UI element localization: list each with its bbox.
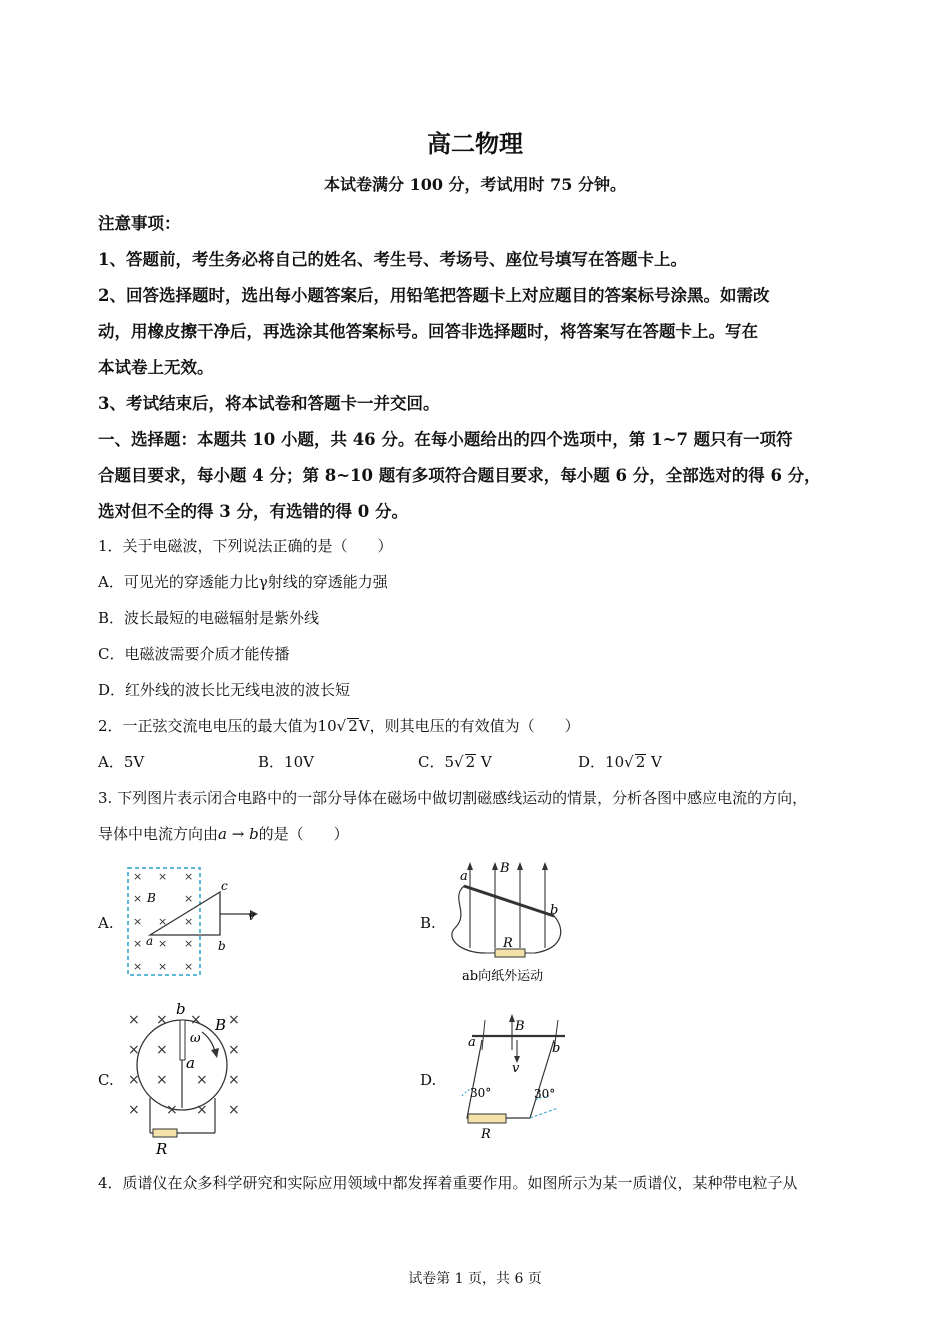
q3-stem-line1: 3. 下列图片表示闭合电路中的一部分导体在磁场中做切割磁感线运动的情景，分析各图中感应电流的方向， — [98, 789, 808, 807]
svg-text:ab向纸外运动: ab向纸外运动 — [462, 969, 544, 984]
exam-info: 本试卷满分 100 分，考试用时 75 分钟。 — [324, 175, 626, 194]
q3-option-d-label: D. — [420, 1071, 437, 1089]
q1-option-a: A．可见光的穿透能力比γ射线的穿透能力强 — [98, 573, 388, 591]
svg-text:×: × — [133, 937, 143, 950]
svg-text:×: × — [133, 915, 143, 928]
q1-option-b: B．波长最短的电磁辐射是紫外线 — [98, 609, 320, 627]
svg-text:×: × — [166, 1102, 178, 1118]
q1-option-d: D．红外线的波长比无线电波的波长短 — [98, 681, 351, 699]
svg-text:×: × — [156, 1042, 168, 1058]
svg-text:×: × — [184, 937, 194, 950]
svg-text:×: × — [228, 1072, 240, 1088]
page-footer: 试卷第 1 页，共 6 页 — [408, 1271, 542, 1287]
svg-text:×: × — [156, 1012, 168, 1028]
svg-text:×: × — [228, 1042, 240, 1058]
svg-text:v: v — [512, 1061, 520, 1076]
svg-text:×: × — [228, 1012, 240, 1028]
note-2-line1: 2、回答选择题时，选出每小题答案后，用铅笔把答题卡上对应题目的答案标号涂黑。如需改 — [98, 286, 770, 305]
svg-text:30°: 30° — [470, 1086, 492, 1100]
svg-text:×: × — [184, 915, 194, 928]
svg-text:B: B — [215, 1016, 227, 1034]
q2-stem: 2．一正弦交流电电压的最大值为10√ 2V，则其电压的有效值为（ ） — [98, 717, 580, 735]
q3-figure-c — [120, 1000, 260, 1160]
svg-text:R: R — [503, 936, 513, 951]
svg-text:×: × — [128, 1012, 140, 1028]
svg-text:30°: 30° — [534, 1087, 556, 1101]
svg-text:B: B — [500, 861, 510, 876]
svg-text:×: × — [156, 1072, 168, 1088]
note-2-line3: 本试卷上无效。 — [98, 358, 214, 377]
svg-text:×: × — [128, 1072, 140, 1088]
svg-text:×: × — [184, 892, 194, 905]
svg-text:c: c — [221, 879, 228, 893]
q3-option-a-label: A. — [98, 914, 114, 932]
q3-option-b-label: B. — [420, 914, 436, 932]
q1-option-c: C．电磁波需要介质才能传播 — [98, 645, 290, 663]
svg-text:b: b — [552, 1041, 561, 1056]
svg-text:×: × — [184, 870, 194, 883]
svg-text:b: b — [176, 1000, 186, 1018]
svg-text:×: × — [228, 1102, 240, 1118]
q4-stem: 4．质谱仪在众多科学研究和实际应用领域中都发挥着重要作用。如图所示为某一质谱仪，某种带电粒子从 — [98, 1174, 798, 1192]
note-3: 3、考试结束后，将本试卷和答题卡一并交回。 — [98, 394, 440, 413]
svg-text:×: × — [158, 937, 168, 950]
svg-text:×: × — [158, 960, 168, 973]
svg-text:×: × — [133, 892, 143, 905]
svg-text:R: R — [481, 1127, 491, 1142]
svg-text:×: × — [158, 915, 168, 928]
svg-text:a: a — [186, 1054, 195, 1072]
svg-text:×: × — [184, 960, 194, 973]
svg-text:×: × — [196, 1072, 208, 1088]
section-heading-line2: 合题目要求，每小题 4 分；第 8~10 题有多项符合题目要求，每小题 6 分，全部选对的得 6 分， — [98, 466, 821, 485]
svg-text:B: B — [515, 1019, 525, 1034]
q2-option-b: B．10V — [258, 753, 314, 771]
svg-text:×: × — [133, 870, 143, 883]
svg-text:×: × — [133, 960, 143, 973]
q2-option-a: A．5V — [98, 753, 145, 771]
page-title: 高二物理 — [427, 129, 523, 158]
q3-stem-line2: 导体中电流方向由a → b的是（ ） — [98, 825, 349, 843]
svg-text:b: b — [550, 903, 559, 918]
q2-option-d: D．10√ 2 V — [578, 753, 662, 771]
svg-text:a: a — [460, 869, 468, 884]
section-heading-line1: 一、选择题：本题共 10 小题，共 46 分。在每小题给出的四个选项中，第 1~7 题只有一项符 — [98, 430, 793, 449]
q3-figure-d — [440, 1010, 580, 1145]
svg-text:B: B — [147, 891, 156, 905]
q3-figure-a — [120, 860, 270, 985]
note-1: 1、答题前，考生务必将自己的姓名、考生号、考场号、座位号填写在答题卡上。 — [98, 250, 687, 269]
section-heading-line3: 选对但不全的得 3 分，有选错的得 0 分。 — [98, 502, 408, 521]
svg-text:a: a — [146, 934, 154, 948]
svg-text:b: b — [218, 939, 226, 953]
notes-heading: 注意事项： — [98, 214, 181, 233]
svg-text:v: v — [248, 909, 255, 923]
svg-text:×: × — [128, 1042, 140, 1058]
svg-text:a: a — [468, 1035, 476, 1050]
svg-text:×: × — [196, 1102, 208, 1118]
svg-text:ω: ω — [190, 1031, 201, 1046]
svg-text:×: × — [158, 870, 168, 883]
q3-figure-b — [440, 858, 580, 993]
q2-option-c: C．5√ 2 V — [418, 753, 492, 771]
svg-text:R: R — [156, 1140, 168, 1158]
svg-text:×: × — [128, 1102, 140, 1118]
svg-text:×: × — [190, 1012, 202, 1028]
q1-stem: 1．关于电磁波，下列说法正确的是（ ） — [98, 537, 393, 555]
note-2-line2: 动，用橡皮擦干净后，再选涂其他答案标号。回答非选择题时，将答案写在答题卡上。写在 — [98, 322, 758, 341]
q3-option-c-label: C. — [98, 1071, 114, 1089]
